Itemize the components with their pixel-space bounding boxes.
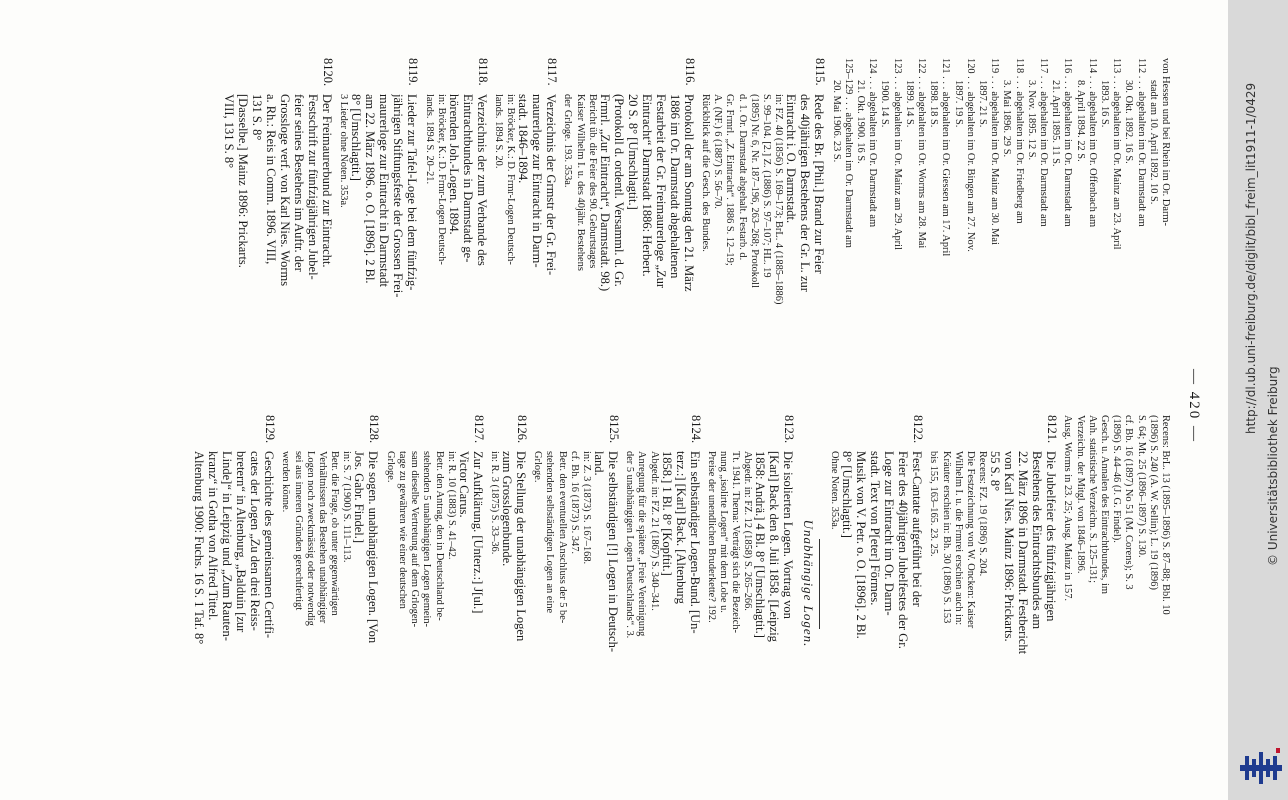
entry-line: 1858: Andrä.] 4 Bl. 8° [Umschlagtit.] — [753, 451, 768, 638]
entry-line: zum Grosslogenbunde. — [499, 451, 514, 567]
entry-line: stadt. Text von P[eter] Förmes. — [868, 451, 883, 606]
review-note: Anh. statistische Verzeichn. S. 125–131; — [1086, 415, 1098, 584]
bib-entry — [927, 415, 1058, 752]
bib-entry — [492, 58, 558, 395]
entry-note: Preise der unendlichen Bruderkette? 192. — [705, 451, 717, 623]
entry-line: a. Rh.: Reis in Comm. 1896. VIII, — [264, 94, 279, 265]
bib-entry — [192, 415, 276, 752]
entry-line: 8° [Umschlagtit.] — [349, 94, 364, 181]
entry-number: 8125. — [606, 415, 621, 444]
entry-line: 55 S. 8° — [988, 451, 1003, 492]
entry-line: land. — [591, 451, 606, 476]
entry-number: 8124. — [688, 415, 703, 444]
continued-line: 3. Mai 1896. 29 S. — [1001, 80, 1013, 158]
entry-note: stehenden selbständigen Logen an eine — [544, 451, 556, 614]
entry-note: Betr. den Antrag, den in Deutschland be- — [433, 451, 445, 621]
entry-body — [279, 451, 380, 752]
entry-note: der 5 unabhängigen Logen Deutschlands“. 3. — [624, 451, 636, 639]
continued-line: 8. April 1894. 22 S. — [1074, 80, 1086, 162]
entry-line: hörenden Joh.-Logen. 1894. — [446, 94, 461, 235]
entry-note: Abgedr. in: FZ. 12 (1858) S. 265–266. — [742, 451, 754, 611]
entry-line: Grossloge verf. von Karl Nies. Worms — [278, 94, 293, 287]
entry-line: Zur Aufklärung. [Unterz.:] J[ul.] — [470, 451, 485, 614]
entry-number: 8120. — [321, 58, 336, 87]
entry-line: 131 S. 8° — [250, 94, 265, 141]
entry-note: bis 155, 163–165. 23. 25. — [928, 451, 940, 557]
entry-note: in: R. 3 (1875) S. 33–36. — [488, 451, 500, 555]
continued-line: 118 . . . abgehalten im Or. Friedberg am — [1013, 58, 1025, 224]
continued-line: 1897. 21 S. — [976, 80, 988, 128]
entry-line: Jos. Gabr. Findel.] — [352, 451, 367, 544]
entry-line: Rede des Br. [Phil.] Brand zur Feier — [812, 94, 827, 274]
entry-number: 8126. — [514, 415, 529, 444]
continued-line: 124 . . . abgehalten im Or. Darmstadt am — [867, 58, 879, 228]
bib-entry — [488, 415, 528, 752]
entry-body — [699, 94, 826, 395]
continued-line: 125–129 . . . abgehalten im Or. Darmstadt am — [842, 58, 854, 248]
review-note: (1896) S. 44–46 (J. G. Findel). — [1111, 415, 1123, 543]
entry-body — [561, 94, 696, 395]
entry-line: terz.:] [Karl] Back. [Altenburg — [673, 451, 688, 604]
entry-note: sam dieselbe Vertretung auf dem Grlogen- — [409, 451, 421, 628]
entry-line: Die selbständigen [!] Logen in Deutsch- — [605, 451, 620, 652]
entry-number: 8121. — [1045, 415, 1060, 444]
entry-body — [531, 451, 620, 752]
bib-entry — [337, 58, 419, 395]
entry-number: 8119. — [406, 58, 421, 86]
bib-entry — [384, 415, 485, 752]
entry-line: des 40jährigen Bestehens der Gr. L. zur — [798, 94, 813, 292]
entry-note: Rückblick auf die Gesch. des Bundes. — [700, 94, 712, 252]
review-note: Ausg. Worms in 23. 25; Ausg. Mainz in 157. — [1062, 415, 1074, 602]
entry-number: 8115. — [813, 58, 828, 86]
entry-note: Tt. 1941. Thema: Verträgt sich die Bezeich- — [730, 451, 742, 633]
entry-note: d. 1. Or. Darmstadt abgehalt. Festarb. d. — [736, 94, 748, 261]
bib-entry — [623, 415, 702, 752]
entry-line: Verzeichnis der Grmstr der Gr. Frei- — [544, 94, 559, 276]
entry-line: Eintracht i. O. Darmstadt. — [784, 94, 799, 224]
entry-number: 8116. — [682, 58, 697, 86]
entry-note: Betr. die Frage, ob unter gegenwärtigen — [329, 451, 341, 616]
continued-line: 3. Nov. 1895. 12 S. — [1025, 80, 1037, 161]
entry-note: A. (NF.) 6 (1887) S. 56–70. — [712, 94, 724, 209]
continued-line: 123 . . . abgehalten im Or. Mainz am 29. April — [891, 58, 903, 250]
entry-number: 8118. — [475, 58, 490, 86]
entry-line: Ein selbständiger Logen-Bund. [Un- — [687, 451, 702, 634]
continued-line: 119 . . . abgehalten im Or. Mainz am 30. Mai — [989, 58, 1001, 245]
entry-note: sei aus inneren Gründen gerechtfertigt — [292, 451, 304, 611]
entry-line: Bestehens des Eintrachtsbundes am — [1030, 451, 1045, 630]
review-note: Verzeichn. der Mitgl. von 1846–1896. — [1074, 415, 1086, 574]
bib-entry — [279, 415, 380, 752]
review-note: (1896) S. 240 (A. W. Sellin); L. 19 (1896) — [1147, 415, 1159, 590]
entry-note: der Grloge. 193. 353a. — [562, 94, 574, 188]
entry-note: S. 99–104. [2.] Z. (1886) S. 97–107; HL. 19 — [761, 94, 773, 278]
entry-number: 8129. — [263, 415, 278, 444]
entry-line: kranz“ in Gotha von Alfred Tittel. — [206, 451, 221, 621]
entry-line: (Protokoll d. ordentl. Versamml. d. Gr. — [611, 94, 626, 287]
entry-line: Loge zur Eintracht im Or. Darm- — [882, 451, 897, 616]
entry-note: Verhältnissen das Bestehen unabhängiger — [317, 451, 329, 624]
entry-line: [Karl] Back den 8. Juli 1858. [Leipzig — [767, 451, 782, 642]
entry-line: jährigen Stiftungsfeste der Grossen Frei- — [391, 94, 406, 298]
entry-note: stehenden 5 unabhängigen Logen gemein- — [421, 451, 433, 628]
entry-line: Die sogen. unabhängigen Logen. [Von — [366, 451, 381, 644]
entry-number: 8128. — [367, 415, 382, 444]
continued-line: stadt am 10. April 1892. 10 S. — [1147, 80, 1159, 205]
continued-line: 113 . . . abgehalten im Or. Mainz am 23. April — [1111, 58, 1123, 250]
continued-line: von Hessen und bei Rhein im Or. Darm- — [1160, 58, 1171, 226]
entry-note: Gr. Frmrl. „Z. Eintracht“. 1886 S. 12–19; — [724, 94, 736, 266]
entry-note: Kräuter erschien in: Bh. 30 (1896) S. 153 — [940, 451, 952, 624]
continued-line: 21. April 1895. 11 S. — [1050, 80, 1062, 167]
entry-line: Musik von V. Petr. o. O. [1896]. 2 Bl. — [854, 451, 869, 639]
entry-note: Die Festzeichnung von W. Oncken: Kaiser — [964, 451, 976, 629]
entry-note: 3 Lieder ohne Noten. 353a. — [338, 94, 350, 208]
entry-line: Festschrift zur fünfzigjährigen Jubel- — [306, 94, 321, 280]
continued-line: 1899. 14 S. — [903, 80, 915, 128]
entry-number: 8117. — [545, 58, 560, 86]
entry-note: Grloge. — [384, 451, 396, 483]
entry-note: Logen noch zweckmässig oder notwendig — [304, 451, 316, 626]
entry-note: in: R. 10 (1883) S. 41–42. — [445, 451, 457, 560]
entry-body — [927, 451, 1058, 752]
continued-line: 120 . . . abgehalten im Or. Bingen am 27. Nov. — [964, 58, 976, 252]
continued-line: 1900. 14 S. — [879, 80, 891, 128]
entry-line: 1886 im Or. Darmstadt abgehaltenen — [667, 94, 682, 279]
entry-body — [488, 451, 528, 752]
entry-line: bretern“ in Altenburg, „Balduin [zur — [234, 451, 249, 633]
continued-line: 116 . . . abgehalten im Or. Darmstadt am — [1062, 58, 1074, 227]
entry-note: lands. 1894 S. 20. — [493, 94, 505, 169]
entry-line: stadt. 1846–1894. — [516, 94, 531, 184]
entry-note: Anregung für die spätere „Freie Vereinigung — [636, 451, 648, 637]
review-note: cf. Bb. 16 (1897) No 51 (M. Corens); S. 3 — [1123, 415, 1135, 590]
entry-line: Eintrachtbundes in Darmstadt ge- — [460, 94, 475, 263]
entry-body — [192, 451, 276, 752]
entry-line: Die Jubelfeier des fünfzigjährigen — [1044, 451, 1059, 622]
continued-line: 117 . . . abgehalten im Or. Darmstadt am — [1037, 58, 1049, 227]
continued-line: 20. Mai 1906. 23 S. — [830, 80, 842, 163]
entry-line: Die isolierten Logen. Vortrag von — [781, 451, 796, 619]
review-note: Gesch. u. Annalen des Eintrachtbundes, im — [1098, 415, 1110, 594]
continued-line: 1893. 16 S. — [1098, 80, 1110, 128]
entry-line: von Karl Nies. Mainz 1896: Prickarts. — [1002, 451, 1017, 642]
entry-body — [705, 451, 796, 752]
bib-entry — [531, 415, 620, 752]
entry-note: tage zu gewähren wie einer deutschen — [396, 451, 408, 609]
entry-line: Protokoll der am Sonntag den 21. März — [681, 94, 696, 292]
entry-line: Lieder zur Tafel-Loge bei dem fünfzig- — [405, 94, 420, 291]
entry-body — [222, 94, 334, 395]
continued-line: 114 . . . abgehalten im Or. Offenbach am — [1086, 58, 1098, 228]
entry-body — [422, 94, 488, 395]
continued-line: 1898. 18 S. — [928, 80, 940, 128]
entry-line: maurerloge zur Eintracht in Darm- — [530, 94, 545, 268]
entry-line: Feier des 40jährigen Jubelfestes der Gr. — [896, 451, 911, 649]
entry-line: cates der Logen „Zu den drei Reiss- — [248, 451, 263, 631]
entry-note: Grloge. — [532, 451, 544, 483]
entry-note: in: Bröcker, K.: D. Frmr-Logen Deutsch- — [505, 94, 517, 265]
continued-line: 122 . . . abgehalten im Or. Worms am 28. Mai — [915, 58, 927, 249]
continued-line: 121 . . . abgehalten im Or. Giessen am 17. April — [940, 58, 952, 257]
bib-entry — [561, 58, 696, 395]
entry-line: Altenburg 1900: Fuchs. 16 S. 1 Taf. 8° — [192, 451, 207, 645]
entry-note: Recens: FZ. 19 (1896) S. 204. — [977, 451, 989, 577]
copyright-notice: © Universitätsbibliothek Freiburg — [1266, 366, 1280, 566]
entry-note: in: FZ. 40 (1856) S. 169–173; BrL. 4 (1885–1886) — [773, 94, 785, 305]
entry-note: in: Bröcker, K.: D. Frmr-Logen Deutsch- — [435, 94, 447, 265]
entry-number: 8122. — [911, 415, 926, 444]
entry-line: Victor Carus. — [456, 451, 471, 518]
entry-body — [492, 94, 558, 395]
entry-line: am 22. März 1896. o. O. [1896]. 2 Bl. — [363, 94, 378, 284]
entry-note: werden könne. — [280, 451, 292, 513]
entry-line: Verzeichnis der zum Verbande des — [474, 94, 489, 266]
bib-entry — [828, 415, 924, 752]
source-url[interactable]: http://dl.ub.uni-freiburg.de/diglit/bibl_freim_lit1911-1/0429 — [1244, 82, 1258, 434]
entry-line: 20 S. 8° [Umschlagtit.] — [625, 94, 640, 210]
section-title: Unabhängige Logen. — [800, 519, 816, 648]
entry-note: Ohne Noten. 353a. — [829, 451, 841, 530]
entry-line: Linde]“ in Leipzig und „Zum Rauten- — [220, 451, 235, 641]
right-column — [192, 415, 1171, 752]
entry-line: Geschichte des gemeinsamen Certifi- — [262, 451, 277, 639]
entry-body — [337, 94, 419, 395]
entry-line: Der Freimaurerbund zur Eintracht. — [320, 94, 335, 268]
entry-line: 22. März 1896 in Darmstadt. Festbericht — [1016, 451, 1031, 655]
entry-line: feier seines Bestehens im Auftr. der — [292, 94, 307, 272]
entry-note: in: S. 7 (1900) S. 111–113. — [341, 451, 353, 563]
entry-note: Bericht üb. die Feier des 90. Geburtstages — [586, 94, 598, 269]
bib-entry — [705, 415, 796, 752]
left-column — [192, 58, 1171, 395]
review-note: Recens: BrL. 13 (1895–1896) S. 87–88; Bbl. 10 — [1160, 415, 1171, 615]
entry-line: VIII, 131 S. 8° — [222, 94, 237, 169]
entry-number: 8123. — [782, 415, 797, 444]
entry-note: Abgedr. in: FZ. 21 (1867) S. 340–341. — [648, 451, 660, 611]
entry-note: cf. Bh. 16 (1873) S. 347. — [568, 451, 580, 555]
entry-note: lands. 1894 S. 20–21. — [423, 94, 435, 185]
entry-note: nung „isolirte Logen“ mit dem Lobe u. — [717, 451, 729, 613]
continued-line: 112 . . . abgehalten im Or. Darmstadt am — [1135, 58, 1147, 227]
entry-body — [623, 451, 702, 752]
entry-body — [384, 451, 485, 752]
entry-note: in: Z. 3 (1873) S. 167–168. — [580, 451, 592, 565]
entry-line: Fest-Cantate aufgeführt bei der — [910, 451, 925, 607]
entry-line: [Dasselbe.] Mainz 1896: Prickarts. — [236, 94, 251, 268]
bib-entry — [699, 58, 826, 395]
entry-number: 8127. — [471, 415, 486, 444]
bib-entry — [422, 58, 488, 395]
entry-line: Festarbeit der Gr. Freimaurerloge „Zur — [653, 94, 668, 289]
entry-line: Die Stellung der unabhängigen Logen — [513, 451, 528, 642]
continued-line: 1897. 19 S. — [952, 80, 964, 128]
entry-line: Eintracht“ Darmstadt 1886: Herbert. — [639, 94, 654, 277]
continued-line: 30. Okt. 1892. 16 S. — [1123, 80, 1135, 164]
ub-freiburg-logo-icon — [1240, 748, 1282, 788]
entry-note: Betr. den eventuellen Anschluss der 5 be- — [556, 451, 568, 624]
entry-line: 1858.] 1 Bl. 8° [Kopftit.] — [659, 451, 674, 576]
entry-line: maurerloge zur Eintracht in Darmstadt — [377, 94, 392, 287]
page-number: — 420 — — [1186, 369, 1202, 443]
entry-note: (1895) Nr. 6, Nr. 187–196, 263–268; Protokoll — [748, 94, 760, 288]
entry-line: 8° [Umschlagtit.] — [840, 451, 855, 538]
review-note: S. 64; Mt. 25 (1896–1897) S. 130. — [1135, 415, 1147, 558]
bib-entry — [222, 58, 334, 395]
section-divider — [819, 539, 820, 629]
entry-body — [828, 451, 924, 752]
entry-note: Wilhelm I. u. die Frmrei erschien auch in: — [952, 451, 964, 626]
entry-note: Kaiser Wilhelm I. u. des 40jähr. Bestehens — [574, 94, 586, 271]
entry-line: Frmrl. „Zur Eintracht“, Darmstadt. 98.) — [597, 94, 612, 292]
continued-line: 21. Okt. 1900. 16 S. — [854, 80, 866, 164]
